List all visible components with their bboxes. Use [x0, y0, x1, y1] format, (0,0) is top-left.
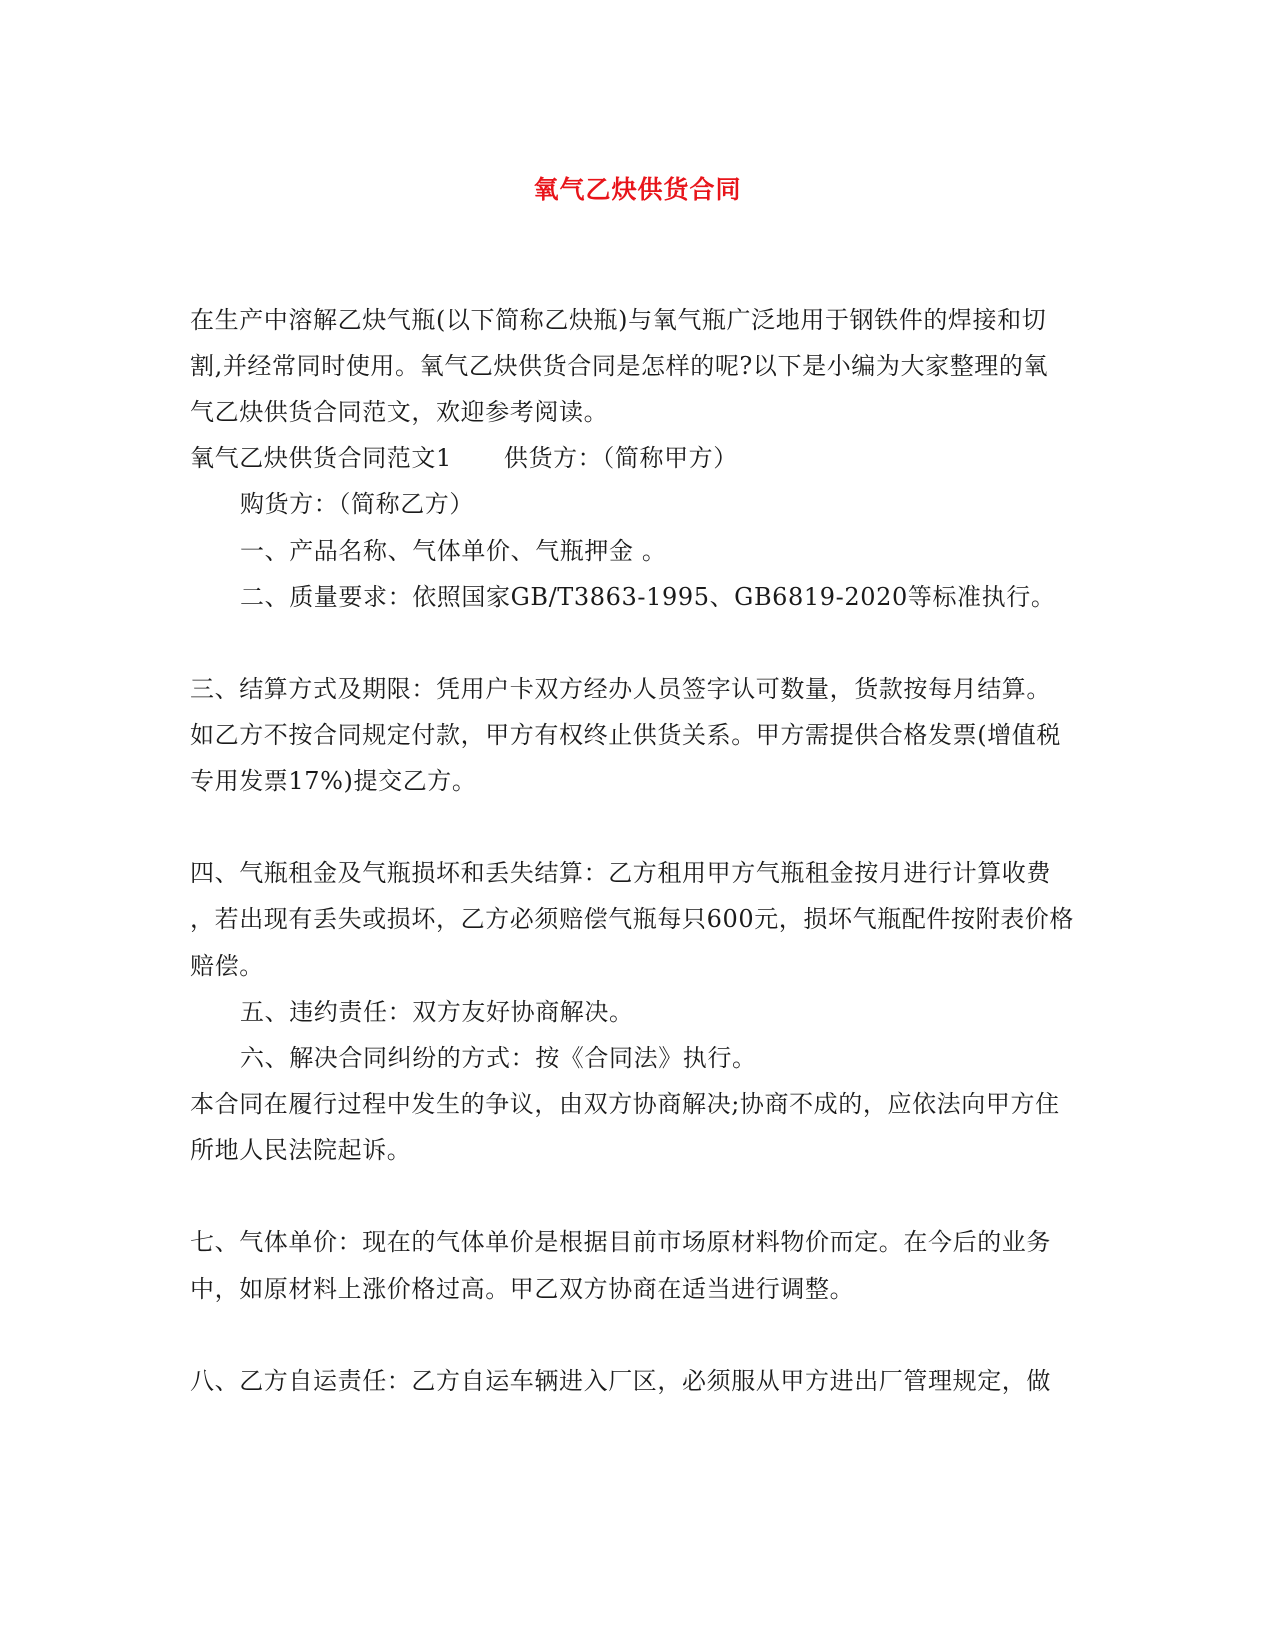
supplier-label: 供货方：（简称甲方） — [503, 444, 738, 472]
paragraph-line: 一、产品名称、气体单价、气瓶押金 。 — [240, 537, 667, 565]
sample-heading: 氧气乙炔供货合同范文1 — [190, 444, 452, 472]
paragraph-line: 中，如原材料上涨价格过高。甲乙双方协商在适当进行调整。 — [190, 1275, 855, 1303]
paragraph-line: 购货方：（简称乙方） — [240, 490, 474, 518]
paragraph-line: 如乙方不按合同规定付款，甲方有权终止供货关系。甲方需提供合格发票(增值税 — [190, 721, 1061, 749]
paragraph-line: ，若出现有丢失或损坏，乙方必须赔偿气瓶每只600元，损坏气瓶配件按附表价格 — [190, 905, 1075, 933]
paragraph-line: 气乙炔供货合同范文，欢迎参考阅读。 — [190, 398, 609, 426]
paragraph-line: 七、气体单价：现在的气体单价是根据目前市场原材料物价而定。在今后的业务 — [190, 1228, 1051, 1256]
paragraph-line: 八、乙方自运责任：乙方自运车辆进入厂区，必须服从甲方进出厂管理规定，做 — [190, 1367, 1051, 1395]
paragraph-line: 所地人民法院起诉。 — [190, 1136, 412, 1164]
document-title: 氧气乙炔供货合同 — [533, 175, 742, 204]
paragraph-line: 四、气瓶租金及气瓶损坏和丢失结算：乙方租用甲方气瓶租金按月进行计算收费 — [190, 859, 1051, 887]
paragraph-line: 五、违约责任：双方友好协商解决。 — [240, 998, 634, 1026]
sample-heading-line — [190, 442, 738, 474]
paragraph-line: 六、解决合同纠纷的方式：按《合同法》执行。 — [240, 1044, 757, 1072]
paragraph-line: 割,并经常同时使用。氧气乙炔供货合同是怎样的呢?以下是小编为大家整理的氧 — [190, 352, 1049, 380]
paragraph-line: 专用发票17%)提交乙方。 — [190, 767, 477, 795]
paragraph-line: 本合同在履行过程中发生的争议，由双方协商解决;协商不成的，应依法向甲方住 — [190, 1090, 1060, 1118]
paragraph-line: 在生产中溶解乙炔气瓶(以下简称乙炔瓶)与氧气瓶广泛地用于钢铁件的焊接和切 — [190, 306, 1047, 334]
paragraph-line: 赔偿。 — [190, 952, 264, 980]
paragraph-line: 二、质量要求：依照国家GB/T3863-1995、GB6819-2020等标准执行。 — [240, 583, 1056, 611]
paragraph-line: 三、结算方式及期限：凭用户卡双方经办人员签字认可数量，货款按每月结算。 — [190, 675, 1051, 703]
